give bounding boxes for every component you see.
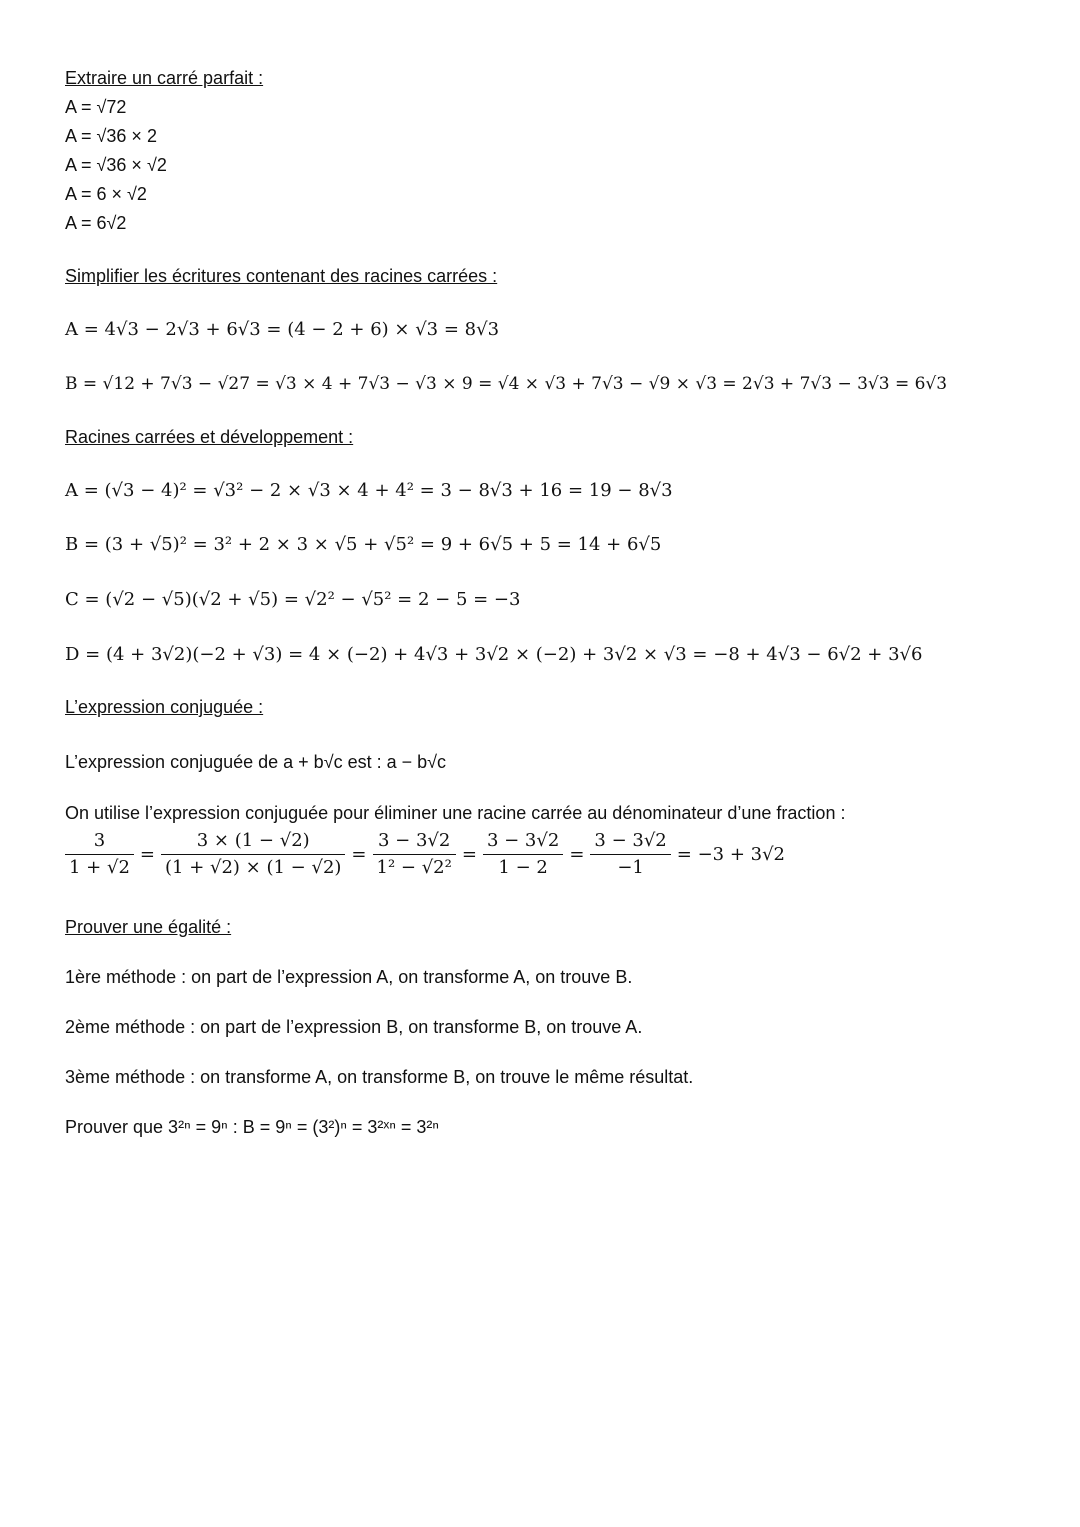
fraction-3-den: 1² − √2² [373, 854, 456, 881]
method-3: 3ème méthode : on transforme A, on transforme B, on trouve le même résultat. [65, 1067, 694, 1087]
equals-sign: = [461, 843, 477, 865]
fraction-5-num: 3 − 3√2 [594, 830, 667, 851]
fraction-2 [161, 828, 345, 881]
s3-expression-d: D = (4 + 3√2)(−2 + √3) = 4 × (−2) + 4√3 + 3√2 × (−2) + 3√2 × √3 = −8 + 4√3 − 6√2 + 3√6 [65, 644, 923, 665]
heading-simplifier: Simplifier les écritures contenant des racines carrées : [65, 266, 498, 286]
s4-intro: On utilise l’expression conjuguée pour éliminer une racine carrée au dénominateur d’une fraction : [65, 803, 846, 823]
s3-expression-c: C = (√2 − √5)(√2 + √5) = √2² − √5² = 2 − 5 = −3 [65, 589, 521, 610]
s4-definition: L’expression conjuguée de a + b√c est : a − b√c [65, 752, 447, 772]
s2-expression-b: B = √12 + 7√3 − √27 = √3 × 4 + 7√3 − √3 × 9 = √4 × √3 + 7√3 − √9 × √3 = 2√3 + 7√3 − 3√3 = 6√3 [65, 374, 948, 394]
fraction-5 [590, 828, 670, 881]
heading-developpement: Racines carrées et développement : [65, 427, 354, 447]
fraction-2-num: 3 × (1 − √2) [196, 830, 310, 851]
s1-line-2: A = √36 × 2 [65, 126, 157, 146]
fraction-4-num: 3 − 3√2 [486, 830, 560, 851]
conjugate-fraction-chain [65, 828, 791, 881]
equals-sign: = [351, 843, 367, 865]
fraction-1-num: 3 [93, 830, 106, 851]
s2-expression-a: A = 4√3 − 2√3 + 6√3 = (4 − 2 + 6) × √3 = 8√3 [65, 319, 500, 340]
fraction-4-den: 1 − 2 [483, 854, 563, 881]
method-1: 1ère méthode : on part de l’expression A, on transforme A, on trouve B. [65, 967, 633, 987]
s3-expression-a: A = (√3 − 4)² = √3² − 2 × √3 × 4 + 4² = 3 − 8√3 + 16 = 19 − 8√3 [65, 480, 673, 501]
s1-line-1: A = √72 [65, 97, 127, 117]
fraction-1-den: 1 + √2 [65, 854, 134, 881]
heading-conjuguee: L’expression conjuguée : [65, 697, 264, 717]
equals-sign: = [139, 843, 155, 865]
equals-sign: = [569, 843, 585, 865]
fraction-1 [65, 828, 134, 881]
heading-carre-parfait: Extraire un carré parfait : [65, 68, 264, 88]
fraction-5-den: −1 [590, 854, 670, 881]
fraction-3 [373, 828, 456, 881]
fraction-2-den: (1 + √2) × (1 − √2) [161, 854, 345, 881]
heading-prouver-egalite: Prouver une égalité : [65, 917, 232, 937]
s1-line-4: A = 6 × √2 [65, 184, 147, 204]
s1-line-3: A = √36 × √2 [65, 155, 167, 175]
fraction-4 [483, 828, 563, 881]
conjugate-result: = −3 + 3√2 [676, 843, 786, 865]
fraction-3-num: 3 − 3√2 [378, 830, 451, 851]
s3-expression-b: B = (3 + √5)² = 3² + 2 × 3 × √5 + √5² = 9 + 6√5 + 5 = 14 + 6√5 [65, 534, 662, 555]
s1-line-5: A = 6√2 [65, 213, 127, 233]
proof-example: Prouver que 3²ⁿ = 9ⁿ : B = 9ⁿ = (3²)ⁿ = 3²ˣⁿ = 3²ⁿ [65, 1117, 439, 1137]
method-2: 2ème méthode : on part de l’expression B, on transforme B, on trouve A. [65, 1017, 643, 1037]
